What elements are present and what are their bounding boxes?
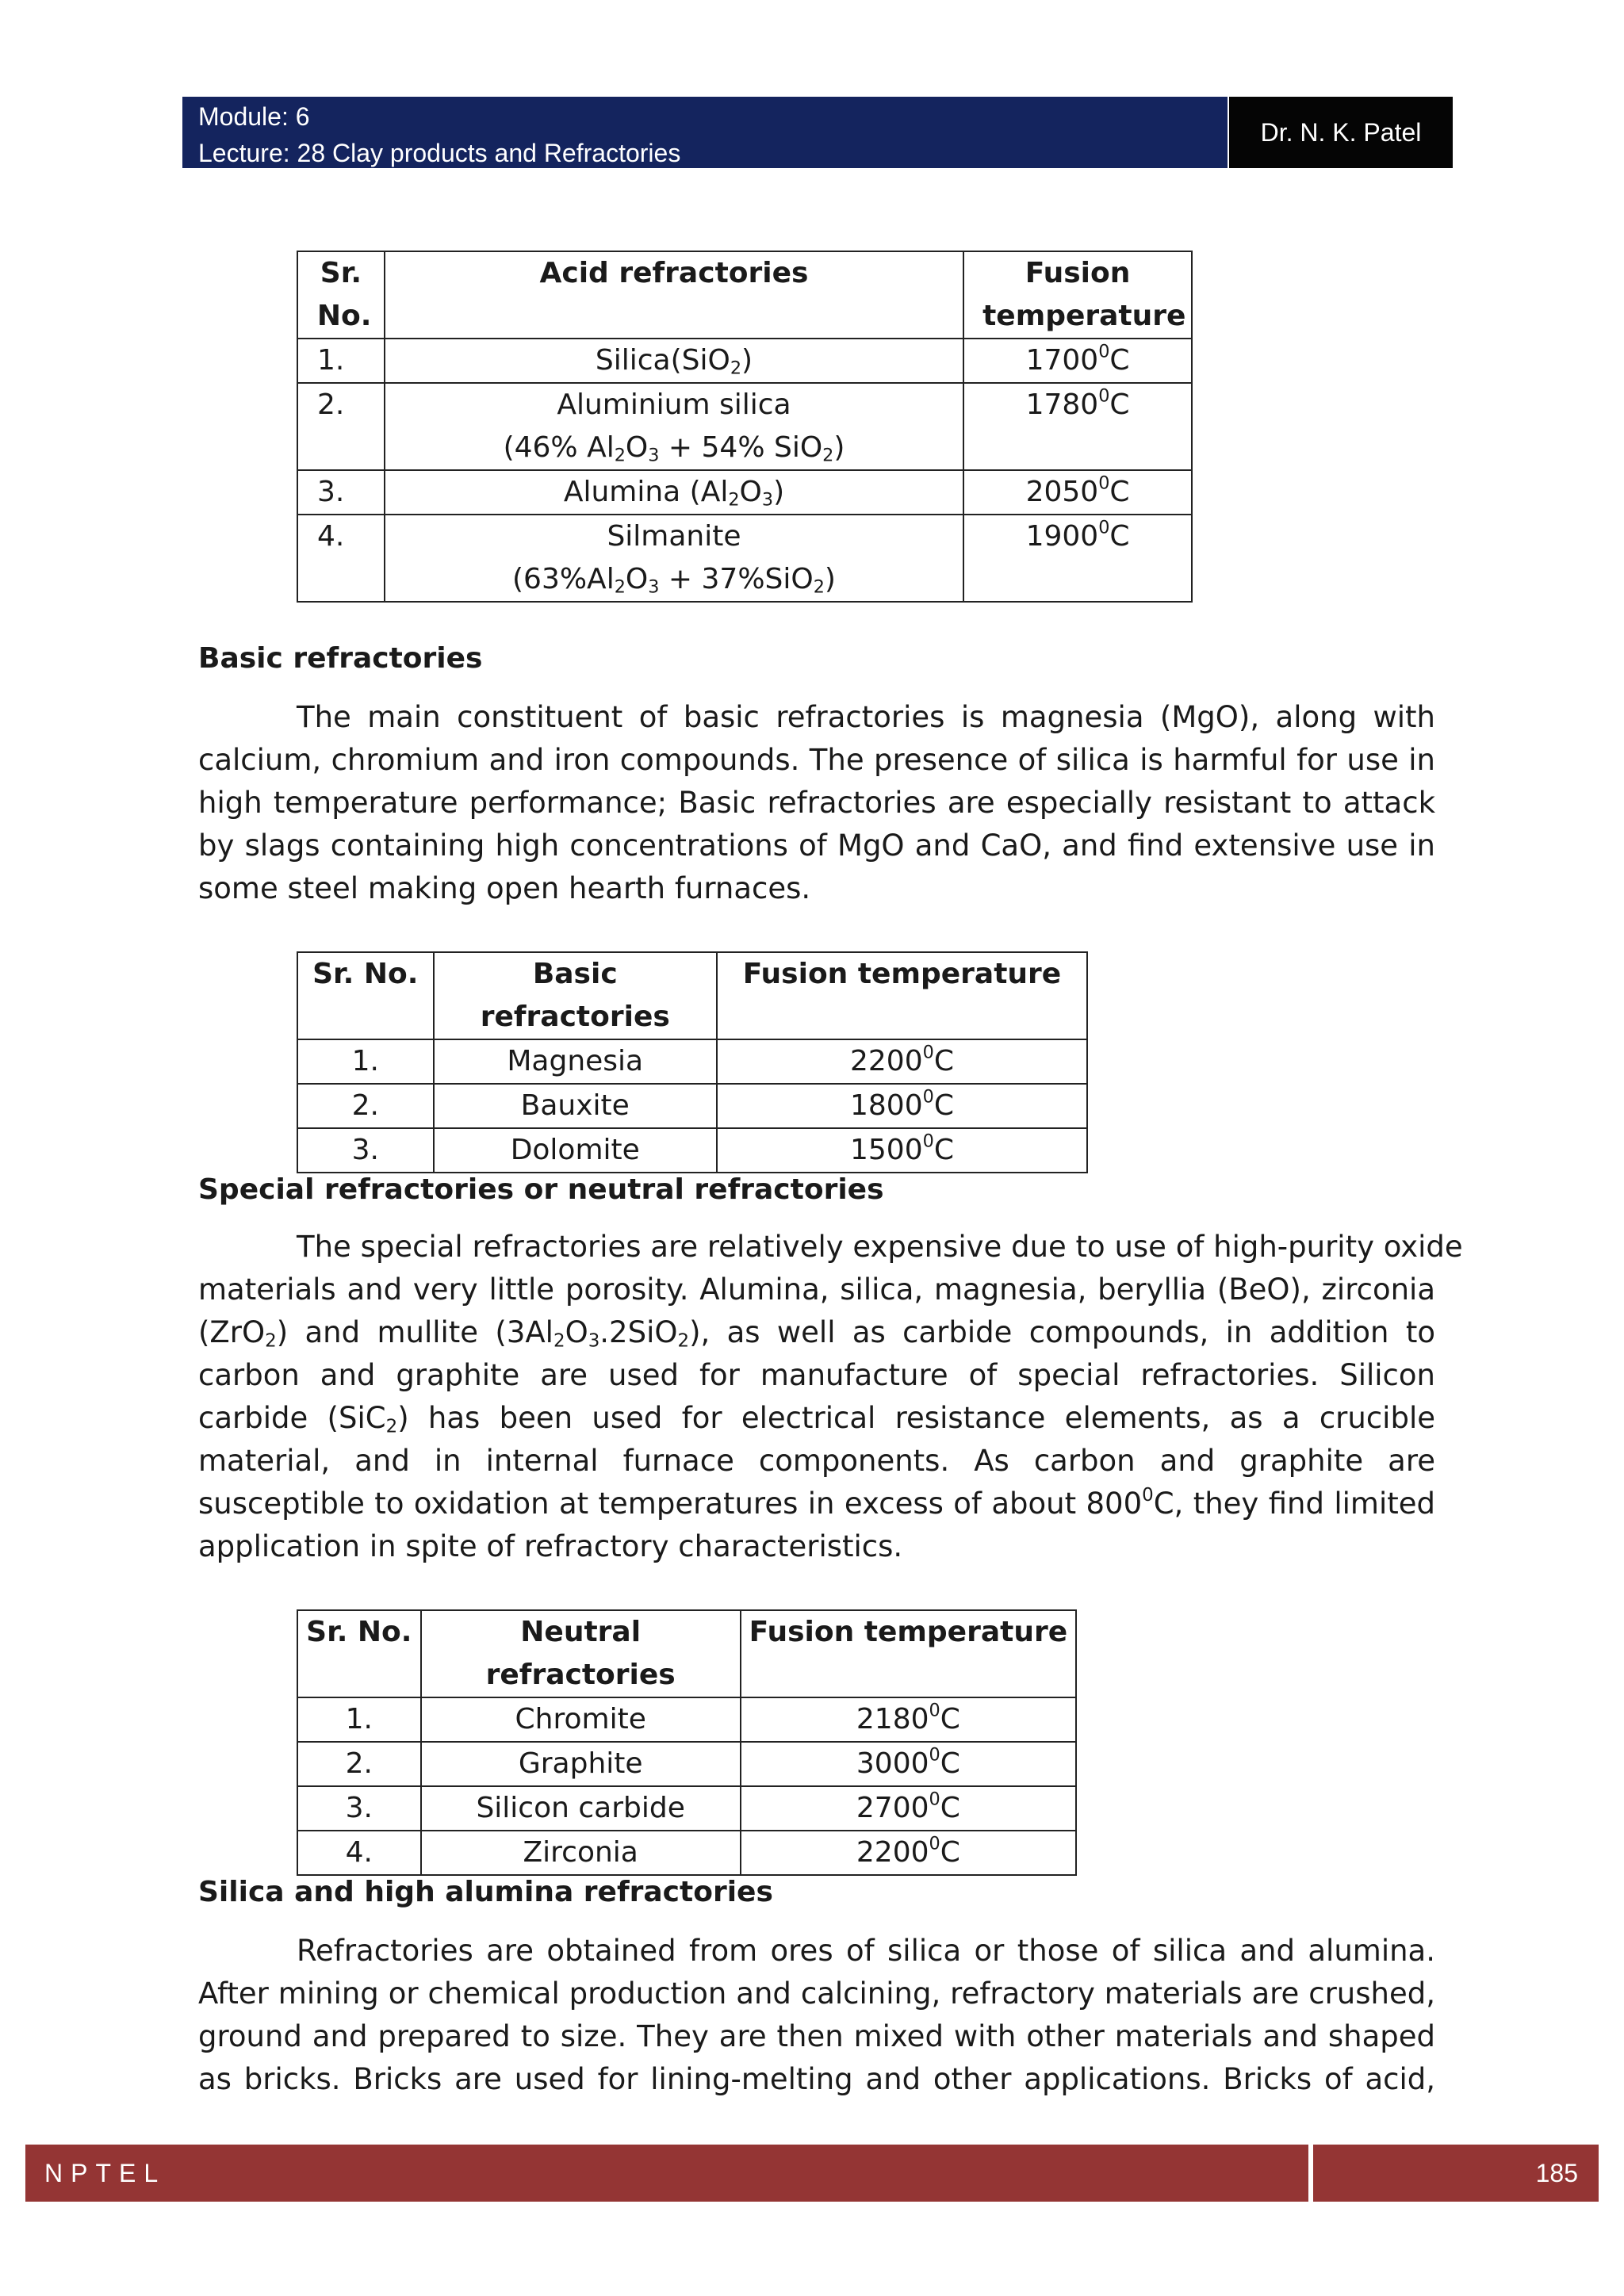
- paragraph-line: ground and prepared to size. They are then mixed with other materials and shaped: [198, 2019, 1435, 2053]
- footer-bar: [25, 2145, 1308, 2202]
- paragraph-line: application in spite of refractory characteristics.: [198, 1529, 903, 1563]
- footer-nptel-label: NPTEL: [44, 2158, 167, 2187]
- neutral-refractories-table: [297, 1609, 1077, 1876]
- sr-no-cell: 3.: [297, 1128, 434, 1173]
- refractory-name-cell: Silicon carbide: [421, 1786, 741, 1831]
- paragraph-line: high temperature performance; Basic refractories are especially resistant to attack: [198, 786, 1435, 820]
- column-header-basic-refractories: Basic refractories: [434, 952, 717, 1039]
- refractory-name-cell: Graphite: [421, 1742, 741, 1786]
- refractory-name-cell: Silica(SiO$_2$): [385, 339, 963, 383]
- table-header-row: [297, 251, 1192, 339]
- refractory-name-cell: Dolomite: [434, 1128, 717, 1173]
- paragraph-line: After mining or chemical production and calcining, refractory materials are crushed,: [198, 1976, 1435, 2011]
- paragraph-line: as bricks. Bricks are used for lining-melting and other applications. Bricks of acid,: [198, 2062, 1435, 2096]
- refractory-name-cell: Aluminium silica (46% $Al_2O_3 + 54\%$ SiO$_2$): [385, 383, 963, 470]
- paragraph-line: calcium, chromium and iron compounds. The presence of silica is harmful for use in: [198, 743, 1435, 777]
- fusion-temperature-cell: 2700$^0$C: [741, 1786, 1076, 1831]
- table-row: [297, 1039, 1087, 1084]
- fusion-temperature-cell: 1500$^0$C: [717, 1128, 1087, 1173]
- paragraph-line: susceptible to oxidation at temperatures in excess of about $800^0C$, they find limited: [198, 1484, 1435, 1521]
- paragraph-line: The special refractories are relatively expensive due to use of high-purity oxide: [297, 1230, 1463, 1264]
- column-header-acid-refractories: Acid refractories: [385, 251, 963, 339]
- sr-no-cell: 2.: [297, 1084, 434, 1128]
- column-header-fusion-temperature: Fusion temperature: [717, 952, 1087, 1039]
- table-header-row: [297, 952, 1087, 1039]
- paragraph-line: some steel making open hearth furnaces.: [198, 871, 811, 905]
- fusion-temperature-cell: 2200$^0$C: [717, 1039, 1087, 1084]
- refractory-name-cell: Silmanite $(63\%Al_2O_3 + 37\%SiO_2)$: [385, 515, 963, 602]
- fusion-temperature-cell: 2050$^0$C: [963, 470, 1192, 515]
- fusion-temperature-cell: 1700$^0$C: [963, 339, 1192, 383]
- paragraph-line: by slags containing high concentrations of MgO and CaO, and find extensive use in: [198, 828, 1435, 863]
- table-row: [297, 1831, 1076, 1875]
- fusion-temperature-cell: 1900$^0$C: [963, 515, 1192, 602]
- sr-no-cell: 1.: [297, 339, 385, 383]
- paragraph-line: carbide (SiC$_2$) has been used for electrical resistance elements, as a crucible: [198, 1401, 1435, 1437]
- page-number: 185: [1535, 2158, 1578, 2187]
- header-lecture-bar: [182, 97, 1228, 168]
- table-row: [297, 1084, 1087, 1128]
- column-header-fusion-temperature: Fusion temperature: [963, 251, 1192, 339]
- table-row: [297, 515, 1192, 602]
- sr-no-cell: 4.: [297, 515, 385, 602]
- table-row: [297, 1697, 1076, 1742]
- table-header-row: [297, 1610, 1076, 1697]
- basic-refractories-table: [297, 951, 1088, 1173]
- paragraph-line: (ZrO$_2$) and mullite $(3Al_2O_3.2SiO_2)$, as well as carbide compounds, in addition to: [198, 1315, 1435, 1352]
- paragraph-line: carbon and graphite are used for manufacture of special refractories. Silicon: [198, 1358, 1435, 1392]
- fusion-temperature-cell: 3000$^0$C: [741, 1742, 1076, 1786]
- lecture-title: Lecture: 28 Clay products and Refractories: [198, 139, 681, 167]
- column-header-sr-no: Sr. No.: [297, 1610, 421, 1697]
- refractory-name-cell: Chromite: [421, 1697, 741, 1742]
- fusion-temperature-cell: 1800$^0$C: [717, 1084, 1087, 1128]
- table-row: [297, 470, 1192, 515]
- column-header-sr-no: Sr. No.: [297, 251, 385, 339]
- author-name: Dr. N. K. Patel: [1260, 117, 1422, 147]
- module-label: Module: 6: [198, 102, 310, 131]
- refractory-name-cell: Zirconia: [421, 1831, 741, 1875]
- silica-alumina-heading: Silica and high alumina refractories: [198, 1876, 773, 1908]
- special-refractories-paragraph: [198, 1226, 1463, 1568]
- sr-no-cell: 2.: [297, 383, 385, 470]
- basic-refractories-paragraph: [198, 696, 1435, 910]
- refractory-name-cell: Bauxite: [434, 1084, 717, 1128]
- fusion-temperature-cell: 2180$^0$C: [741, 1697, 1076, 1742]
- sr-no-cell: 3.: [297, 470, 385, 515]
- paragraph-line: materials and very little porosity. Alumina, silica, magnesia, beryllia (BeO), zirconia: [198, 1272, 1435, 1307]
- footer-page-box: [1313, 2145, 1599, 2202]
- sr-no-cell: 3.: [297, 1786, 421, 1831]
- table-row: [297, 383, 1192, 470]
- column-header-neutral-refractories: Neutral refractories: [421, 1610, 741, 1697]
- paragraph-line: Refractories are obtained from ores of silica or those of silica and alumina.: [297, 1934, 1435, 1968]
- paragraph-line: material, and in internal furnace components. As carbon and graphite are: [198, 1444, 1435, 1478]
- table-row: [297, 339, 1192, 383]
- sr-no-cell: 1.: [297, 1039, 434, 1084]
- column-header-sr-no: Sr. No.: [297, 952, 434, 1039]
- sr-no-cell: 2.: [297, 1742, 421, 1786]
- table-row: [297, 1786, 1076, 1831]
- sr-no-cell: 1.: [297, 1697, 421, 1742]
- column-header-fusion-temperature: Fusion temperature: [741, 1610, 1076, 1697]
- table-row: [297, 1742, 1076, 1786]
- refractory-name-cell: Alumina $(Al_2O_3)$: [385, 470, 963, 515]
- sr-no-cell: 4.: [297, 1831, 421, 1875]
- special-refractories-heading: Special refractories or neutral refractories: [198, 1173, 884, 1206]
- paragraph-line: The main constituent of basic refractories is magnesia (MgO), along with: [297, 700, 1435, 734]
- author-box: [1229, 97, 1453, 168]
- basic-refractories-heading: Basic refractories: [198, 642, 483, 675]
- table-row: [297, 1128, 1087, 1173]
- refractory-name-cell: Magnesia: [434, 1039, 717, 1084]
- silica-alumina-paragraph: [198, 1930, 1435, 2101]
- fusion-temperature-cell: 2200$^0$C: [741, 1831, 1076, 1875]
- acid-refractories-table: [297, 251, 1193, 603]
- fusion-temperature-cell: 1780$^0$C: [963, 383, 1192, 470]
